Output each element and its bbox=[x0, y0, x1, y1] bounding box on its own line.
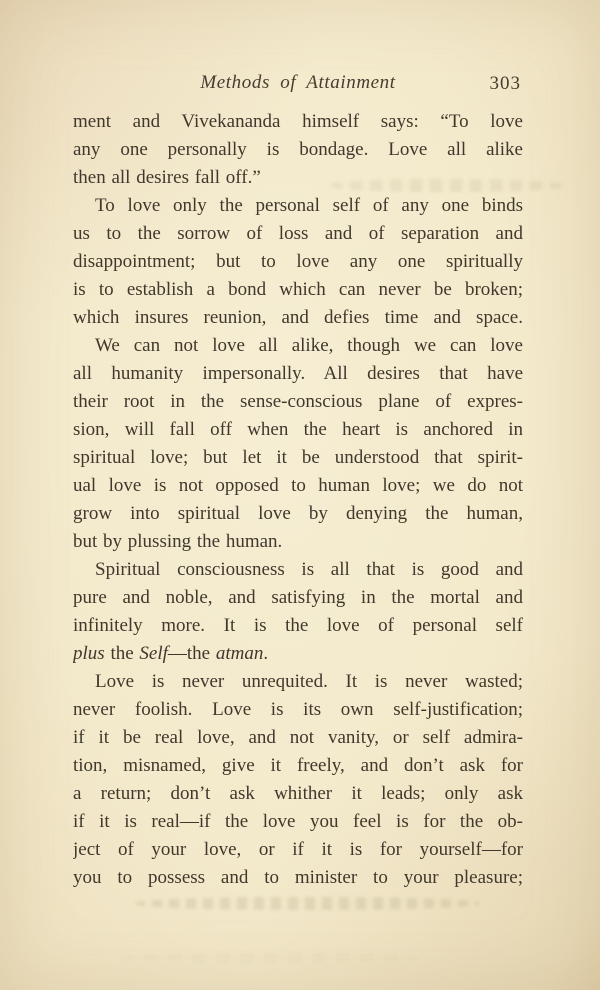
text-line: never foolish. Love is its own self-justification; bbox=[73, 699, 523, 720]
text-line: To love only the personal self of any one binds bbox=[95, 195, 523, 216]
text-line: if it is real—if the love you feel is for the ob- bbox=[73, 811, 523, 832]
text-line: infinitely more. It is the love of personal self bbox=[73, 615, 523, 636]
page-body bbox=[73, 108, 523, 892]
page-header bbox=[73, 72, 523, 98]
text-line: disappointment; but to love any one spiritually bbox=[73, 251, 523, 272]
text-line: ual love is not opposed to human love; we do not bbox=[73, 475, 523, 496]
text-line: Love is never unrequited. It is never wasted; bbox=[95, 671, 523, 692]
text-line: then all desires fall off.” bbox=[73, 167, 261, 188]
text-line: all humanity impersonally. All desires that have bbox=[73, 363, 523, 384]
text-line: is to establish a bond which can never be broken; bbox=[73, 279, 523, 300]
page-number: 303 bbox=[489, 73, 521, 94]
text-line: any one personally is bondage. Love all alike bbox=[73, 139, 523, 160]
text-line: you to possess and to minister to your pleasure; bbox=[73, 867, 523, 888]
text-line: a return; don’t ask whither it leads; only ask bbox=[73, 783, 523, 804]
paragraph-2 bbox=[73, 192, 523, 332]
text-line: if it be real love, and not vanity, or self admira- bbox=[73, 727, 523, 748]
paragraph-5 bbox=[73, 668, 523, 892]
text-line: which insures reunion, and defies time and space. bbox=[73, 307, 523, 328]
show-through-smudge bbox=[135, 897, 480, 910]
text-line: ject of your love, or if it is for yourself—for bbox=[73, 839, 523, 860]
running-header-title: Methods of Attainment bbox=[200, 72, 396, 93]
text-line: We can not love all alike, though we can love bbox=[95, 335, 523, 356]
paragraph-4 bbox=[73, 556, 523, 668]
text-line: Spiritual consciousness is all that is good and bbox=[95, 559, 523, 580]
text-line: but by plussing the human. bbox=[73, 531, 283, 552]
text-line-italic-mix: plus the Self—the atman. bbox=[73, 643, 269, 664]
text-line: grow into spiritual love by denying the human, bbox=[73, 503, 523, 524]
text-line: sion, will fall off when the heart is anchored in bbox=[73, 419, 523, 440]
paragraph-3 bbox=[73, 332, 523, 556]
text-line: spiritual love; but let it be understood that spirit- bbox=[73, 447, 523, 468]
paragraph-1 bbox=[73, 108, 523, 192]
text-line: tion, misnamed, give it freely, and don’t ask for bbox=[73, 755, 523, 776]
text-line: their root in the sense-conscious plane of expres- bbox=[73, 391, 523, 412]
text-line: pure and noble, and satisfying in the mortal and bbox=[73, 587, 523, 608]
text-line: ment and Vivekananda himself says: “To love bbox=[73, 111, 523, 132]
text-line: us to the sorrow of loss and of separation and bbox=[73, 223, 523, 244]
show-through-smudge bbox=[120, 953, 420, 963]
